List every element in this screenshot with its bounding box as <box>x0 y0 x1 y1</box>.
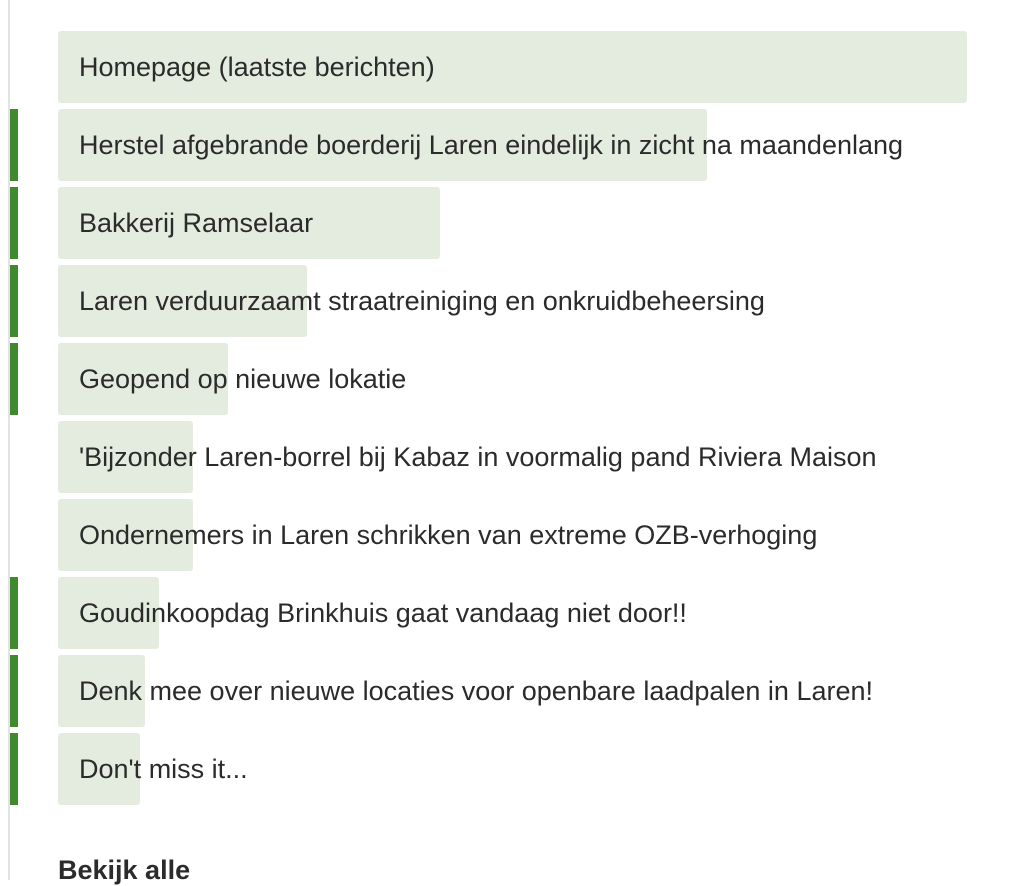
active-marker <box>10 577 18 649</box>
page-title[interactable]: Don't miss it... <box>79 754 248 784</box>
view-all-link[interactable]: Bekijk alle <box>58 855 191 885</box>
page-title[interactable]: Goudinkoopdag Brinkhuis gaat vandaag niet door!! <box>79 598 687 628</box>
active-marker <box>10 343 18 415</box>
page-title[interactable]: Denk mee over nieuwe locaties voor openbare laadpalen in Laren! <box>79 676 874 706</box>
page-row[interactable] <box>0 655 1022 727</box>
page-title[interactable]: 'Bijzonder Laren-borrel bij Kabaz in voormalig pand Riviera Maison <box>79 442 877 472</box>
active-marker <box>10 655 18 727</box>
page-row[interactable] <box>0 187 1022 259</box>
page-row[interactable] <box>0 421 1022 493</box>
page-row[interactable] <box>0 31 1022 103</box>
active-marker <box>10 733 18 805</box>
page-row[interactable] <box>0 499 1022 571</box>
page-row[interactable] <box>0 109 1022 181</box>
page-row[interactable] <box>0 577 1022 649</box>
page-title[interactable]: Laren verduurzaamt straatreiniging en onkruidbeheersing <box>79 286 765 316</box>
page-row[interactable] <box>0 265 1022 337</box>
page-title[interactable]: Ondernemers in Laren schrikken van extreme OZB-verhoging <box>79 520 818 550</box>
active-marker <box>10 109 18 181</box>
page-row[interactable] <box>0 343 1022 415</box>
page-title[interactable]: Homepage (laatste berichten) <box>79 52 435 82</box>
active-marker <box>10 187 18 259</box>
page-row[interactable] <box>0 733 1022 805</box>
page-title[interactable]: Herstel afgebrande boerderij Laren eindelijk in zicht na maandenlang <box>79 130 904 160</box>
page-title[interactable]: Bakkerij Ramselaar <box>79 208 314 238</box>
active-marker <box>10 265 18 337</box>
page-title[interactable]: Geopend op nieuwe lokatie <box>79 364 407 394</box>
top-pages-list <box>0 31 1022 811</box>
